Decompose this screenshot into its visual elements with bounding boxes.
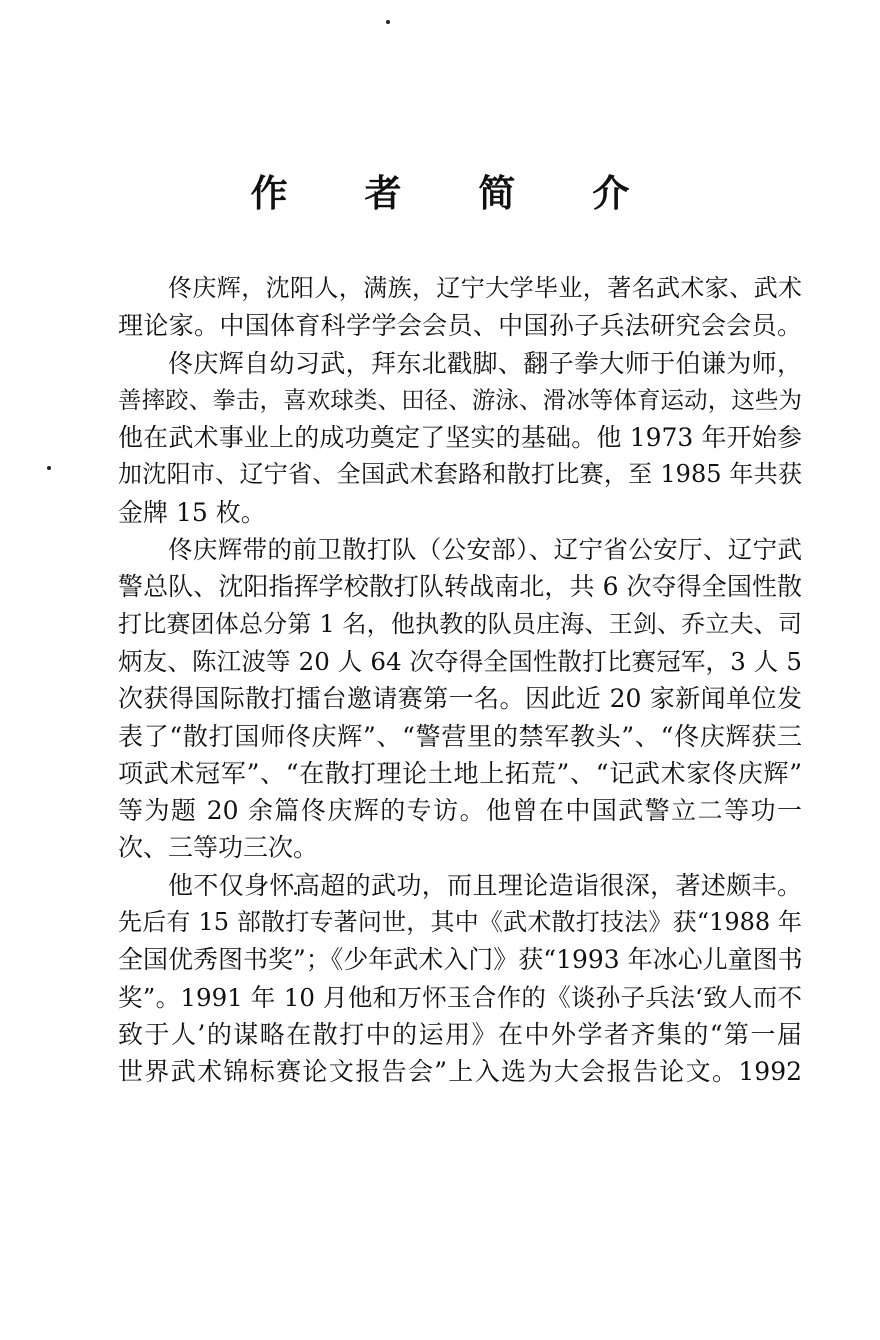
page-title: 作 者 简 介 — [250, 172, 662, 215]
text-line: 善摔跤、拳击，喜欢球类、田径、游泳、滑冰等体育运动，这些为 — [118, 385, 802, 414]
text-line: 打比赛团体总分第 1 名，他执教的队员庄海、王剑、乔立夫、司 — [118, 609, 802, 638]
scan-speck — [47, 466, 51, 470]
author-bio-text — [118, 270, 802, 1091]
text-line: 他不仅身怀高超的武功，而且理论造诣很深，著述颇丰。 — [168, 870, 802, 900]
text-line: 表了“散打国师佟庆辉”、“警营里的禁军教头”、“佟庆辉获三 — [118, 721, 802, 751]
text-line: 金牌 15 枚。 — [118, 497, 266, 527]
text-line: 理论家。中国体育科学学会会员、中国孙子兵法研究会会员。 — [118, 311, 802, 341]
text-line: 次获得国际散打擂台邀请赛第一名。因此近 20 家新闻单位发 — [118, 684, 802, 714]
text-line: 佟庆辉自幼习武，拜东北戳脚、翻子拳大师于伯谦为师， — [168, 348, 802, 378]
text-line: 世界武术锦标赛论文报告会”上入选为大会报告论文。1992 — [118, 1057, 802, 1087]
text-line: 次、三等功三次。 — [118, 833, 319, 863]
text-line: 奖”。1991 年 10 月他和万怀玉合作的《谈孙子兵法‘致人而不 — [118, 982, 802, 1012]
text-line: 致于人’的谋略在散打中的运用》在中外学者齐集的“第一届 — [118, 1019, 802, 1049]
text-line: 佟庆辉，沈阳人，满族，辽宁大学毕业，著名武术家、武术 — [168, 274, 802, 302]
text-line: 全国优秀图书奖”；《少年武术入门》获“1993 年冰心儿童图书 — [118, 945, 803, 975]
scan-speck — [386, 20, 390, 24]
text-line: 警总队、沈阳指挥学校散打队转战南北，共 6 次夺得全国性散 — [118, 572, 802, 602]
text-line: 项武术冠军”、“在散打理论土地上拓荒”、“记武术家佟庆辉” — [118, 758, 802, 788]
text-line: 加沈阳市、辽宁省、全国武术套路和散打比赛，至 1985 年共获 — [118, 460, 802, 489]
text-line: 先后有 15 部散打专著问世，其中《武术散打技法》获“1988 年 — [118, 908, 802, 937]
text-line: 等为题 20 余篇佟庆辉的专访。他曾在中国武警立二等功一 — [118, 796, 802, 826]
text-line: 佟庆辉带的前卫散打队（公安部）、辽宁省公安厅、辽宁武 — [168, 535, 802, 565]
text-line: 他在武术事业上的成功奠定了坚实的基础。他 1973 年开始参 — [118, 423, 802, 453]
text-line: 炳友、陈江波等 20 人 64 次夺得全国性散打比赛冠军，3 人 5 — [118, 646, 802, 676]
